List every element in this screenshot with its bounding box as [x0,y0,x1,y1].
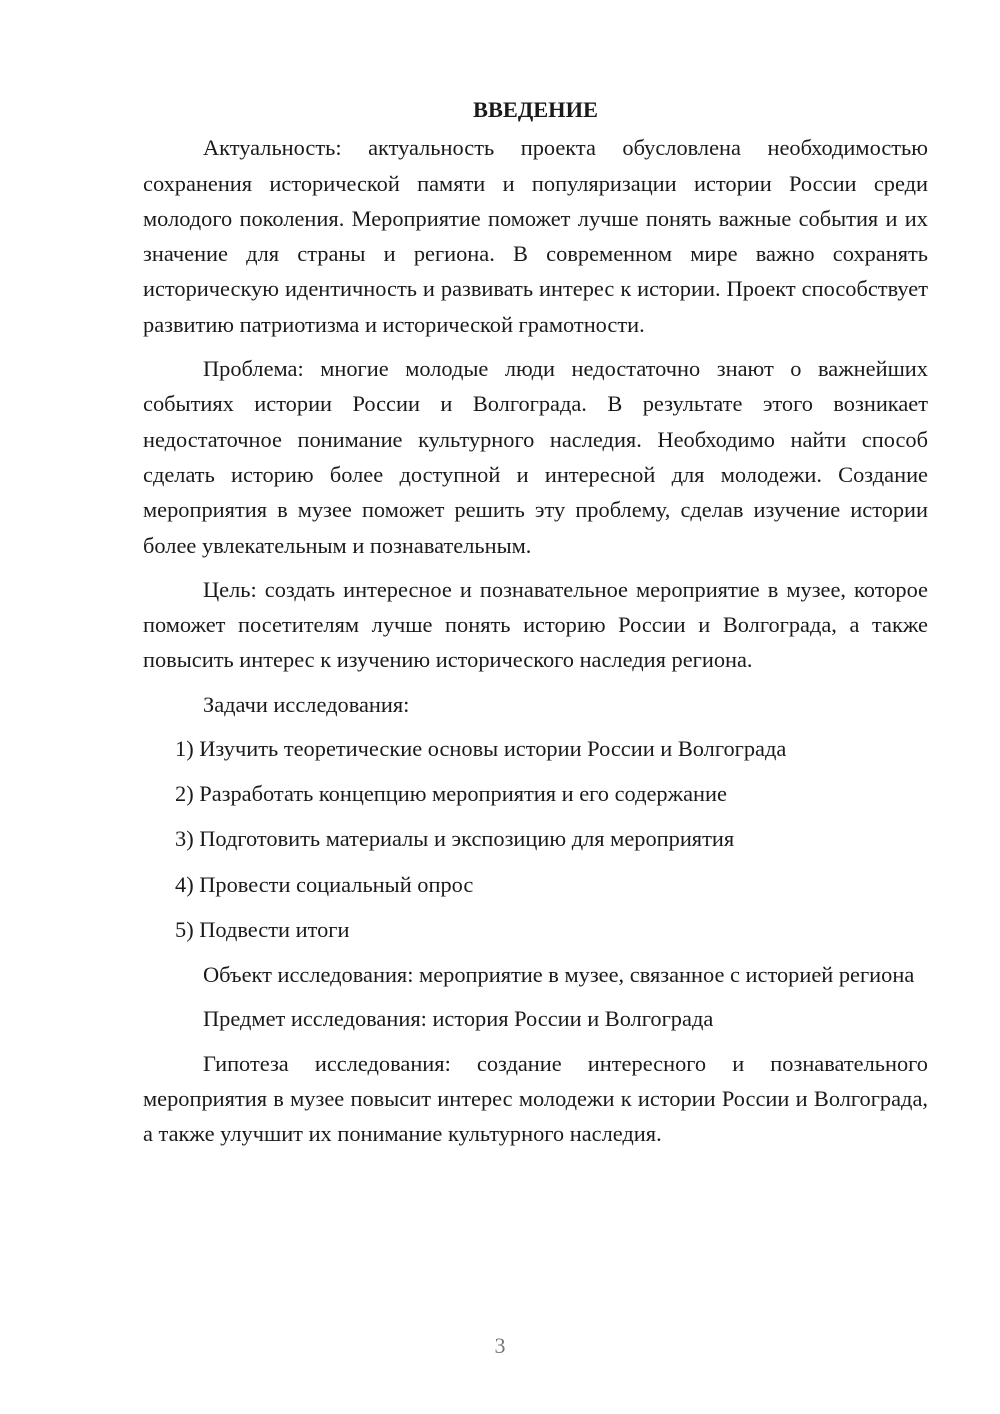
tasks-heading: Задачи исследования: [203,691,410,717]
list-item: 1) Изучить теоретические основы истории России и Волгограда [175,736,787,762]
goal-paragraph: Цель: создать интересное и познавательное мероприятие в музее, которое поможет посетителям лучше понять историю России и Волгограда, а также повысить интерес к изучению исторического наследия региона. [143,576,928,673]
page-number: 3 [494,1333,506,1358]
list-item: 2) Разработать концепцию мероприятия и его содержание [175,781,727,807]
section-title: ВВЕДЕНИЕ [473,97,598,122]
relevance-paragraph: Актуальность: актуальность проекта обусловлена необходимостью сохранения исторической памяти и популяризации истории России среди молодого поколения. Мероприятие поможет лучше понять важные события и их значение для страны и региона. В современном мире важно сохранять историческую идентичность и развивать интерес к истории. Проект способствует развитию патриотизма и исторической грамотности. [143,135,928,337]
subject-paragraph: Предмет исследования: история России и Волгограда [203,1006,714,1032]
object-paragraph: Объект исследования: мероприятие в музее, связанное с историей региона [203,961,915,987]
hypothesis-paragraph: Гипотеза исследования: создание интересного и познавательного мероприятия в музее повысит интерес молодежи к истории России и Волгограда, а также улучшит их понимание культурного наследия. [143,1050,928,1147]
tasks-list [143,731,928,947]
list-item: 3) Подготовить материалы и экспозицию для мероприятия [175,826,735,852]
list-item: 4) Провести социальный опрос [175,871,474,897]
problem-paragraph: Проблема: многие молодые люди недостаточно знают о важнейших событиях истории России и Волгограда. В результате этого возникает недостаточное понимание культурного наследия. Необходимо найти способ сделать историю более доступной и интересной для молодежи. Создание мероприятия в музее поможет решить эту проблему, сделав изучение истории более увлекательным и познавательным. [143,356,928,558]
list-item: 5) Подвести итоги [175,916,350,942]
document-page [143,92,928,1160]
